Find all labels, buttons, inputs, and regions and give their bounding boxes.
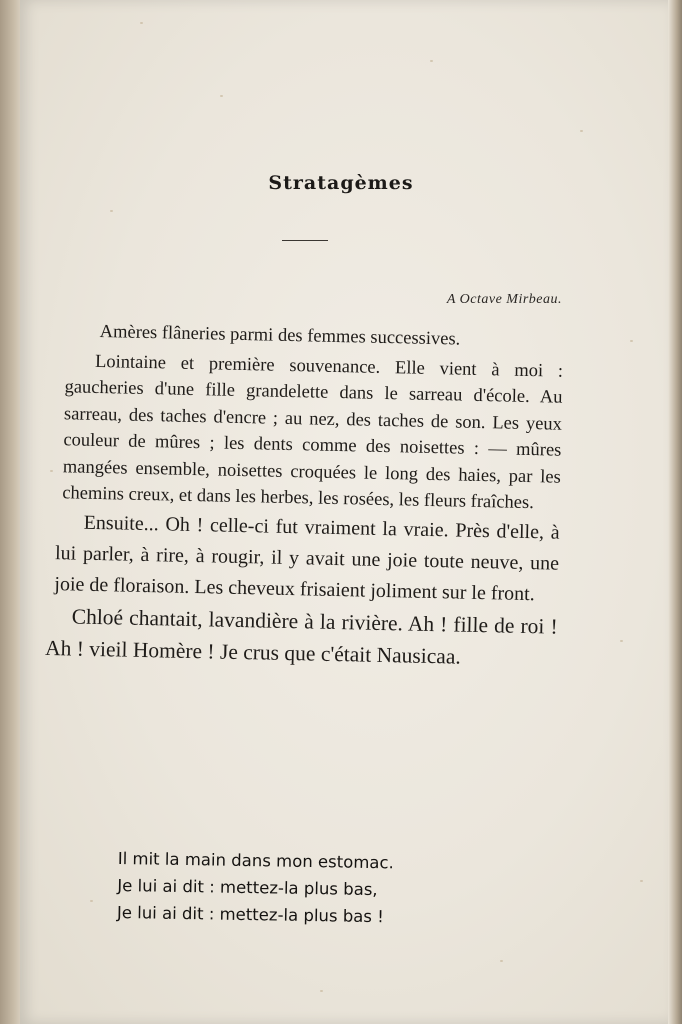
title-rule (282, 240, 328, 241)
body-text (45, 318, 564, 674)
verse-line: Je lui ai dit : mettez-la plus bas, (117, 875, 378, 900)
paragraph: Lointaine et première souvenance. Elle vient à moi : gaucheries d'une fille grandelette dans le sarreau d'école. Au sarreau, des taches d'encre ; au nez, des taches de son. Les yeux couleur de mûres ; les dents comme des noisettes : — mûres mangées ensemble, noisettes croquées le long des haies, par les chemins creux, et dans les herbes, les rosées, les fleurs fraîches. (62, 351, 564, 514)
verse-line: Il mit la main dans mon estomac. (117, 848, 394, 873)
paragraph: Ensuite... Oh ! celle-ci fut vraiment la vraie. Près d'elle, à lui parler, à rire, à rougir, il y avait une joie toute neuve, une joie de floraison. Les cheveux frisaient joliment sur le front. (54, 511, 560, 605)
verse-line: Je lui ai dit : mettez-la plus bas ! (116, 902, 384, 927)
dedication: A Octave Mirbeau. (446, 292, 562, 307)
chapter-title: Stratagèmes (268, 172, 414, 194)
verse (117, 845, 498, 932)
paragraph: Amères flâneries parmi des femmes successives. (99, 322, 461, 350)
paragraph: Chloé chantait, lavandière à la rivière. Ah ! fille de roi ! Ah ! vieil Homère ! Je crus que c'était Nausicaa. (44, 603, 558, 669)
page-edge (668, 0, 682, 1024)
